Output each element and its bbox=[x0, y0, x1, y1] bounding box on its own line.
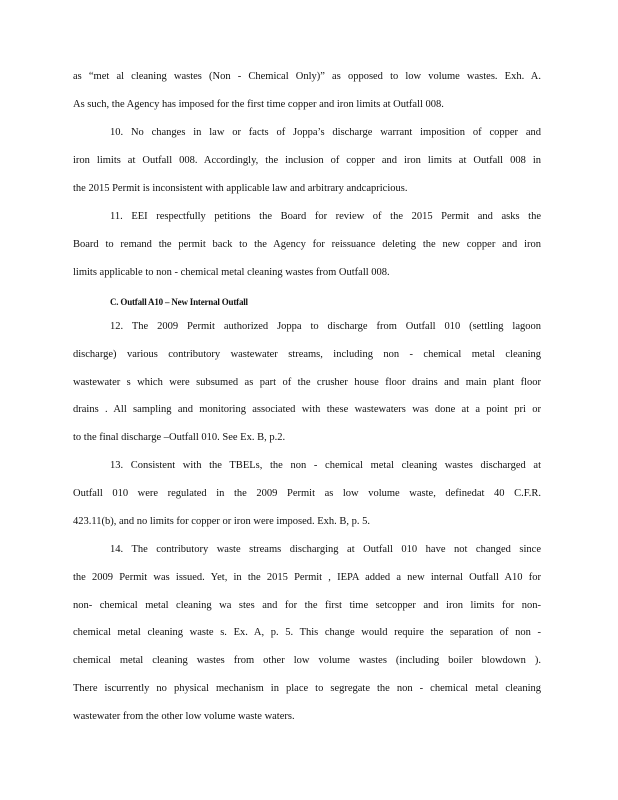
text-line: Board to remand the permit back to the Agency for reissuance deleting the new copper and iron bbox=[73, 239, 541, 250]
section-heading: C. Outfall A10 – New Internal Outfall bbox=[110, 297, 248, 307]
text-line: as “met al cleaning wastes (Non - Chemical Only)” as opposed to low volume wastes. Exh. A. bbox=[73, 71, 541, 82]
text-line: drains . All sampling and monitoring associated with these wastewaters was done at a point pri or bbox=[73, 404, 541, 415]
text-line: chemical metal cleaning wastes from other low volume wastes (including boiler blowdown ). bbox=[73, 655, 541, 666]
text-line: Outfall 010 were regulated in the 2009 Permit as low volume waste, definedat 40 C.F.R. bbox=[73, 488, 541, 499]
text-line: the 2015 Permit is inconsistent with applicable law and arbitrary andcapricious. bbox=[73, 183, 408, 194]
paragraph-start-line: 10. No changes in law or facts of Joppa’s discharge warrant imposition of copper and bbox=[110, 127, 541, 138]
text-line: 423.11(b), and no limits for copper or iron were imposed. Exh. B, p. 5. bbox=[73, 516, 371, 527]
text-line: chemical metal cleaning waste s. Ex. A, p. 5. This change would require the separation of non - bbox=[73, 627, 541, 638]
paragraph-start-line: 14. The contributory waste streams discharging at Outfall 010 have not changed since bbox=[110, 544, 541, 555]
text-line: As such, the Agency has imposed for the first time copper and iron limits at Outfall 008. bbox=[73, 99, 444, 110]
text-line: iron limits at Outfall 008. Accordingly, the inclusion of copper and iron limits at Outfall 008 in bbox=[73, 155, 541, 166]
text-line: limits applicable to non - chemical metal cleaning wastes from Outfall 008. bbox=[73, 267, 390, 278]
text-line: wastewater from the other low volume waste waters. bbox=[73, 711, 295, 722]
text-line: wastewater s which were subsumed as part of the crusher house floor drains and main plant floor bbox=[73, 377, 541, 388]
paragraph-start-line: 13. Consistent with the TBELs, the non - chemical metal cleaning wastes discharged at bbox=[110, 460, 541, 471]
text-line: There iscurrently no physical mechanism in place to segregate the non - chemical metal cleaning bbox=[73, 683, 541, 694]
paragraph-start-line: 12. The 2009 Permit authorized Joppa to discharge from Outfall 010 (settling lagoon bbox=[110, 321, 541, 332]
text-line: non- chemical metal cleaning wa stes and for the first time setcopper and iron limits for non- bbox=[73, 600, 541, 611]
text-line: to the final discharge –Outfall 010. See Ex. B, p.2. bbox=[73, 432, 286, 443]
text-line: the 2009 Permit was issued. Yet, in the 2015 Permit , IEPA added a new internal Outfall A10 for bbox=[73, 572, 541, 583]
paragraph-start-line: 11. EEI respectfully petitions the Board for review of the 2015 Permit and asks the bbox=[110, 211, 541, 222]
text-line: discharge) various contributory wastewater streams, including non - chemical metal cleaning bbox=[73, 349, 541, 360]
